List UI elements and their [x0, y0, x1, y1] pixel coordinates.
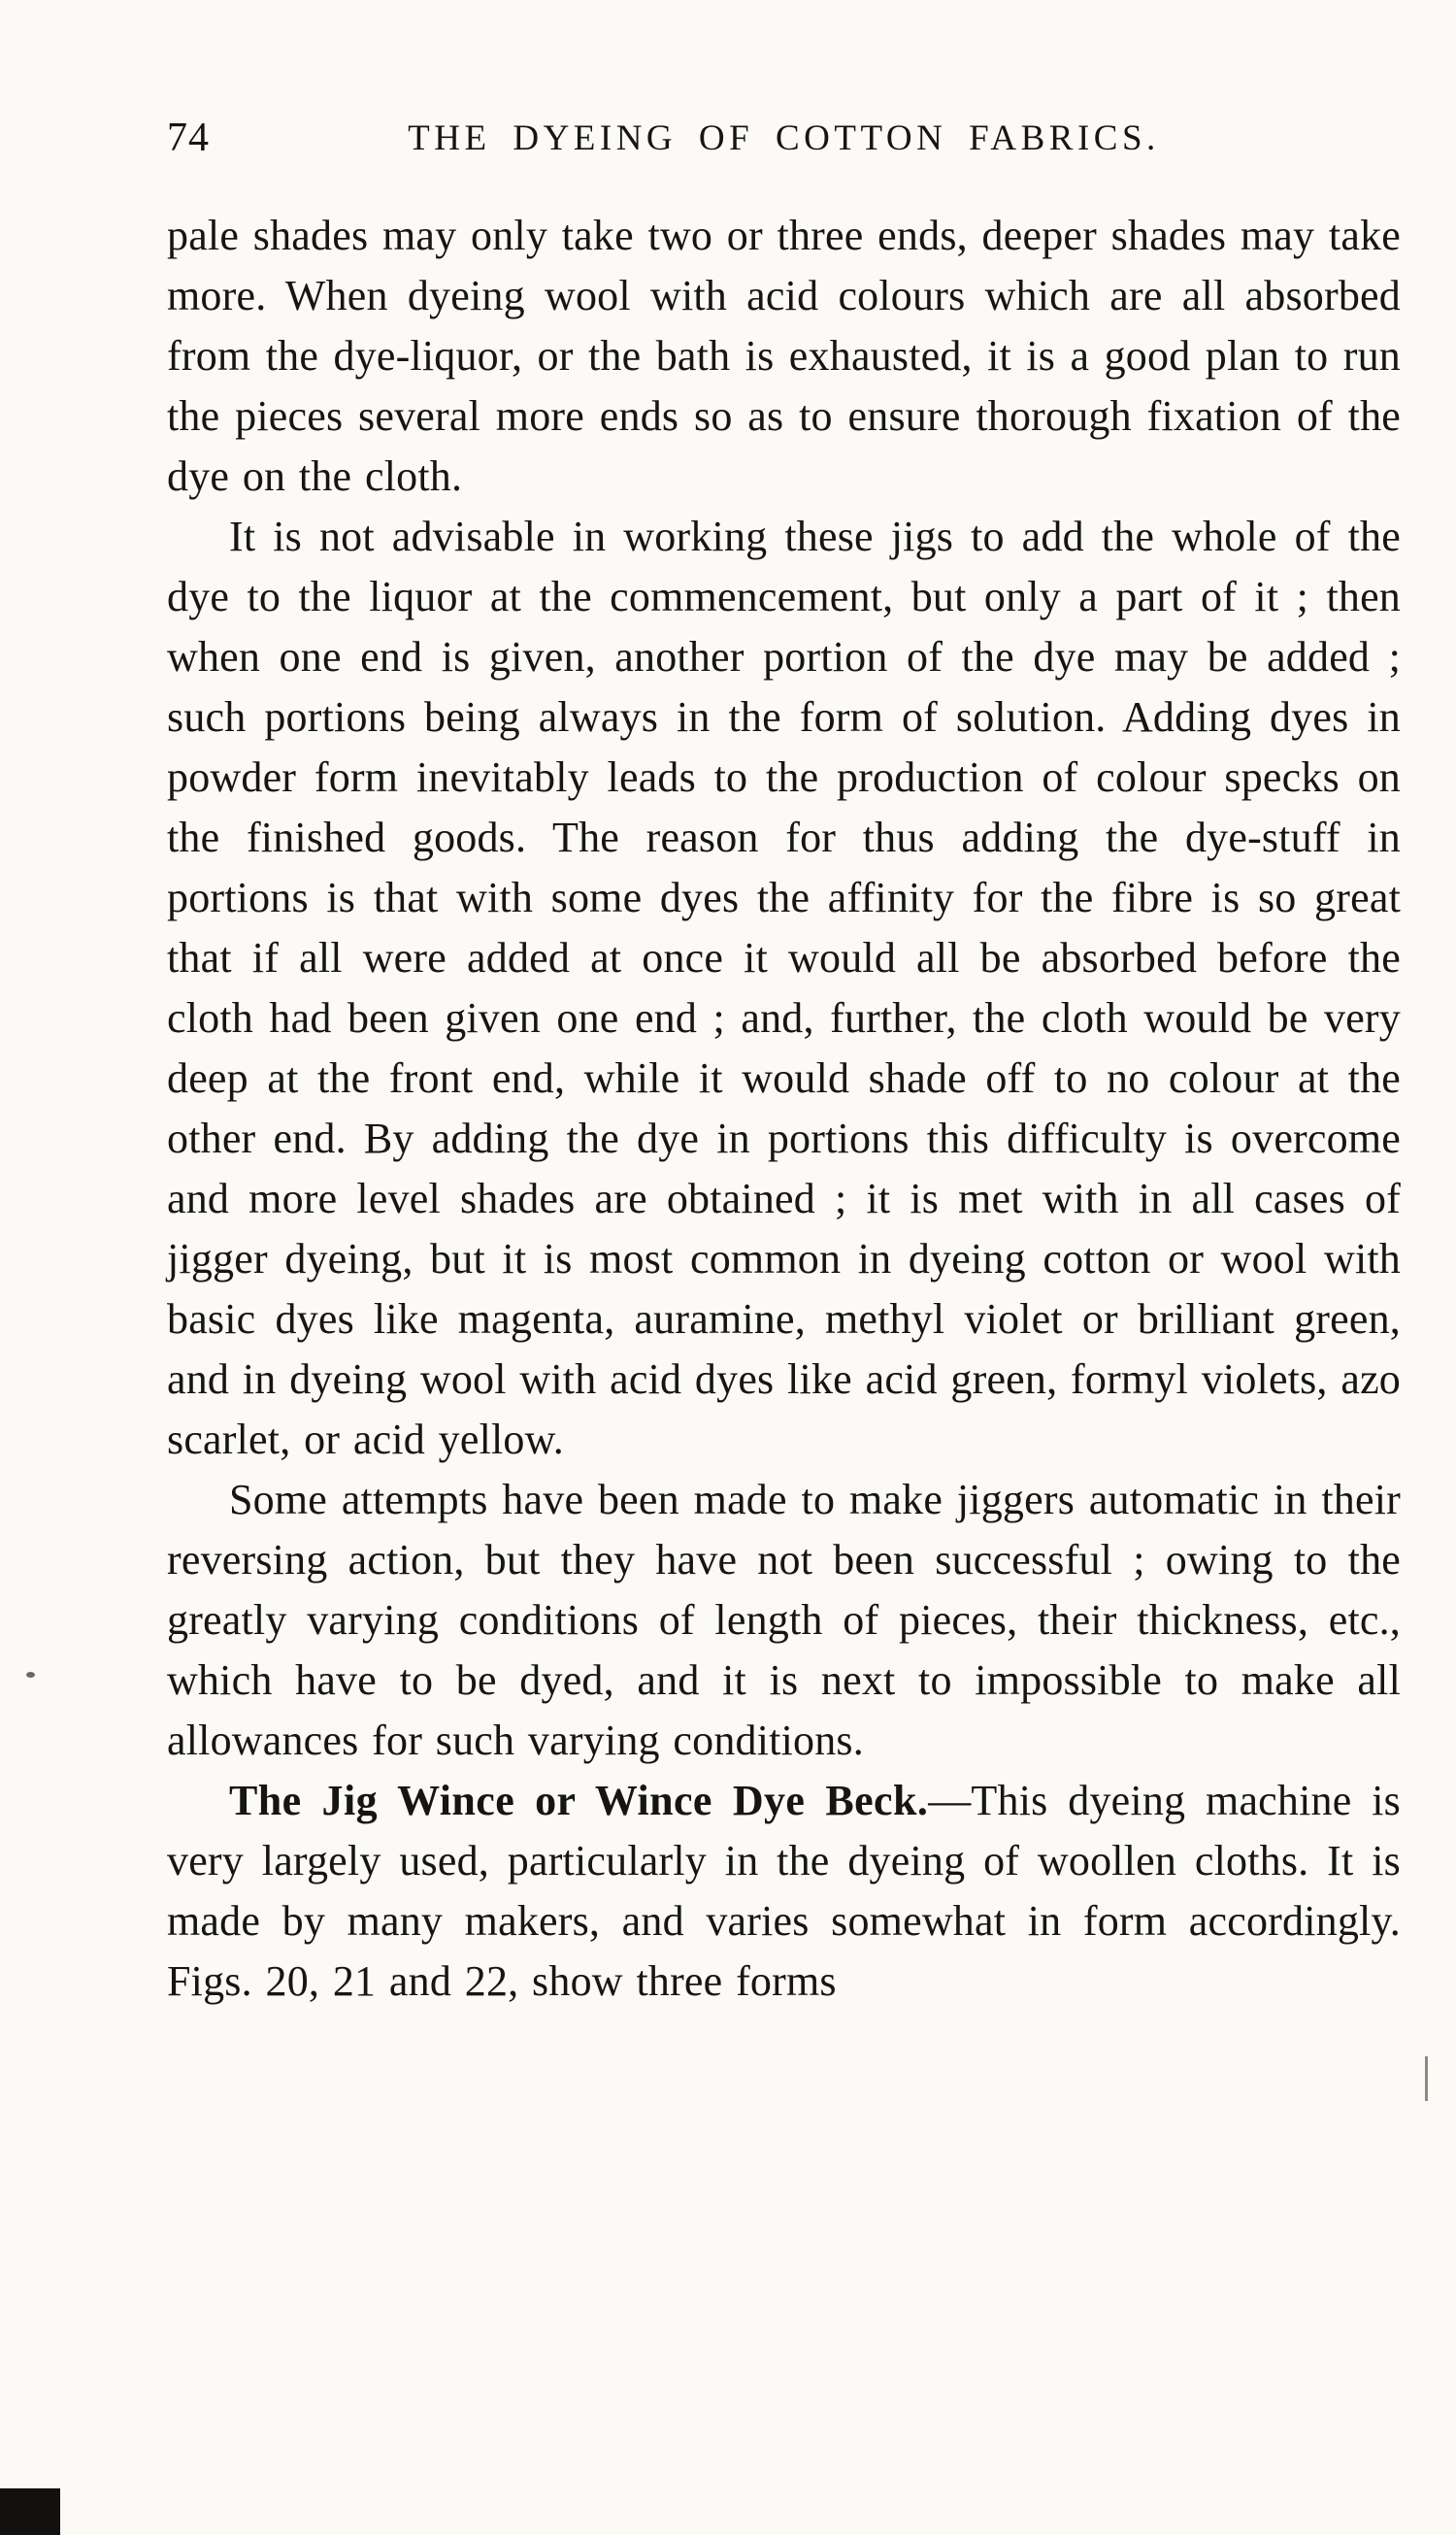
- running-header-title: THE DYEING OF COTTON FABRICS.: [408, 118, 1160, 158]
- running-head: [167, 115, 1401, 169]
- scan-artifact-corner-block: [0, 2488, 60, 2535]
- paragraph: [167, 1771, 1401, 2012]
- scan-artifact-right-tick: [1425, 2056, 1428, 2101]
- page-number: 74: [167, 116, 210, 160]
- paragraph: Some attempts have been made to make jiggers automatic in their reversing action, but they have not been successful ; owing to the greatly varying conditions of length of pieces, their thickness, etc., which have to be dyed, and it is next to impossible to make all allowances for such varying conditions.: [167, 1476, 1401, 1764]
- section-heading: The Jig Wince or Wince Dye Beck.: [229, 1777, 929, 1824]
- paragraph: pale shades may only take two or three ends, deeper shades may take more. When dyeing wool with acid colours which are all absorbed from the dye-liquor, or the bath is exhausted, it is a good plan to run the pieces several more ends so as to ensure thorough fixation of the dye on the cloth.: [167, 212, 1401, 500]
- scan-artifact-dot: [26, 1672, 35, 1678]
- paragraph-text: —This dyeing machine is very largely used, particularly in the dyeing of woollen cloths. It is made by many makers, and varies somewhat in form accordingly. Figs. 20, 21 and 22, show three forms: [167, 1777, 1401, 2005]
- body-text: [167, 206, 1401, 2012]
- paragraph: It is not advisable in working these jigs to add the whole of the dye to the liquor at the commencement, but only a part of it ; then when one end is given, another portion of the dye may be added ; such portions being always in the form of solution. Adding dyes in powder form inevitably leads to the production of colour specks on the finished goods. The reason for thus adding the dye-stuff in portions is that with some dyes the affinity for the fibre is so great that if all were added at once it would all be absorbed before the cloth had been given one end ; and, further, the cloth would be very deep at the front end, while it would shade off to no colour at the other end. By adding the dye in portions this difficulty is overcome and more level shades are obtained ; it is met with in all cases of jigger dyeing, but it is most common in dyeing cotton or wool with basic dyes like magenta, auramine, methyl violet or brilliant green, and in dyeing wool with acid dyes like acid green, formyl violets, azo scarlet, or acid yellow.: [167, 513, 1401, 1463]
